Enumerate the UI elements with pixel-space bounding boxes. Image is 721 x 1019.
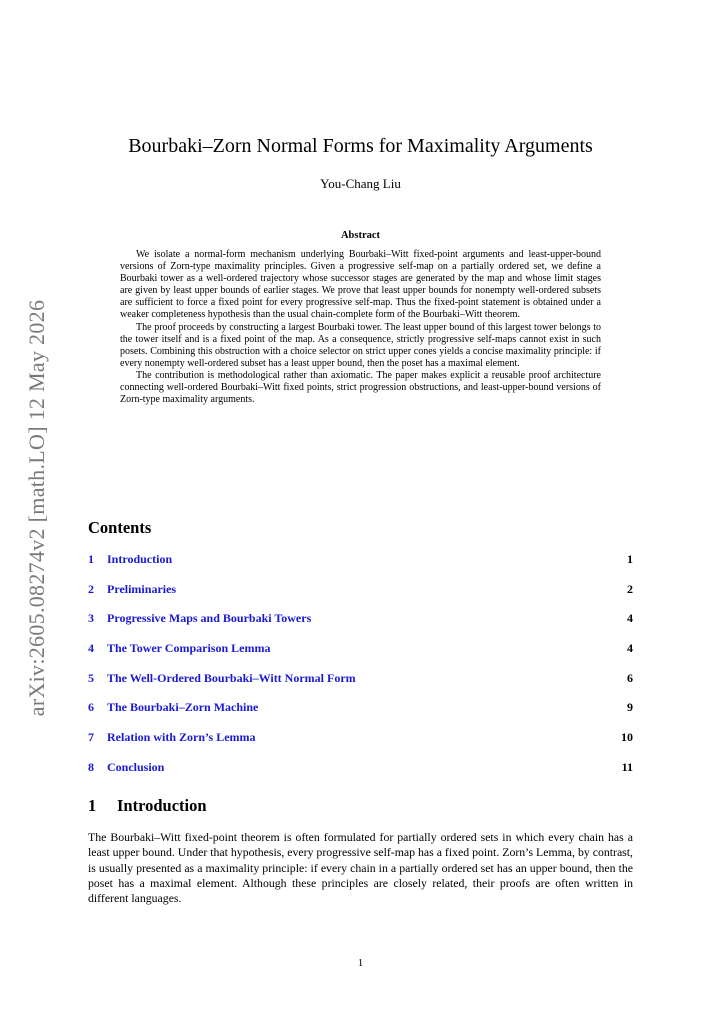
toc-entry-tower-comparison[interactable]	[88, 641, 633, 671]
abstract-paragraph: The proof proceeds by constructing a largest Bourbaki tower. The least upper bound of this largest tower belongs to the tower itself and is a fixed point of the map. As a consequence, strictly progressive self-maps cannot exist in such posets. Combining this obstruction with a choice selector on strict upper cones yields a concise maximality principle: if every nonempty well-ordered subset has a least upper bound, then the poset has a maximal element.	[120, 321, 601, 369]
paper-author: You-Chang Liu	[320, 176, 401, 191]
toc-entry-machine[interactable]	[88, 700, 633, 730]
toc-entry-page: 11	[621, 759, 633, 774]
section-title: Introduction	[117, 796, 207, 815]
page-number: 1	[357, 957, 364, 969]
toc-entry-number: 4	[88, 641, 94, 656]
toc-entry-zorns-lemma[interactable]	[88, 730, 633, 760]
toc-entry-progressive-maps[interactable]	[88, 611, 633, 641]
toc-entry-preliminaries[interactable]	[88, 582, 633, 612]
toc-entry-number: 3	[88, 611, 94, 626]
toc-entry-number: 6	[88, 700, 94, 715]
abstract-paragraph: We isolate a normal-form mechanism underlying Bourbaki–Witt fixed-point arguments and least-upper-bound versions of Zorn-type maximality principles. Given a progressive self-map on a partially ordered set, we define a Bourbaki tower as a well-ordered trajectory whose successor stages are generated by the map and whose limit stages are given by least upper bounds of earlier stages. We prove that least upper bounds for nonempty well-ordered subsets are sufficient to force a fixed point for every progressive self-map. Thus the fixed-point statement is obtained under a weaker completeness hypothesis than the usual chain-complete form of the Bourbaki–Witt theorem.	[120, 249, 601, 321]
toc-entry-page: 10	[621, 730, 633, 745]
toc-entry-introduction[interactable]	[88, 552, 633, 582]
toc-entry-number: 8	[88, 759, 94, 774]
toc-entry-link[interactable]: Preliminaries	[107, 581, 177, 596]
toc-entry-page: 9	[627, 700, 633, 715]
toc-entry-link[interactable]: The Well-Ordered Bourbaki–Witt Normal Form	[107, 670, 356, 685]
contents-heading: Contents	[88, 518, 152, 537]
toc-entry-link[interactable]: The Bourbaki–Zorn Machine	[107, 700, 259, 715]
toc-entry-number: 2	[88, 581, 94, 596]
toc-entry-number: 5	[88, 670, 94, 685]
abstract	[120, 249, 601, 406]
toc-entry-page: 2	[627, 581, 633, 596]
toc-entry-link[interactable]: Progressive Maps and Bourbaki Towers	[107, 611, 312, 626]
toc-entry-page: 4	[627, 641, 633, 656]
section-body-paragraph: The Bourbaki–Witt fixed-point theorem is often formulated for partially ordered sets in which every chain has a least upper bound. Under that hypothesis, every progressive self-map has a fixed point. Zorn’s Lemma, by contrast, is usually presented as a maximality principle: if every chain in a partially ordered set has an upper bound, then the poset has a maximal element. Although these principles are closely related, their proofs are often written in different languages.	[88, 830, 633, 906]
table-of-contents	[88, 552, 633, 790]
abstract-paragraph: The contribution is methodological rather than axiomatic. The paper makes explicit a reusable proof architecture connecting well-ordered Bourbaki–Witt fixed points, strict progression obstructions, and least-upper-bound versions of Zorn-type maximality arguments.	[120, 369, 601, 406]
toc-entry-link[interactable]: Relation with Zorn’s Lemma	[107, 730, 256, 745]
arxiv-identifier-text: arXiv:2605.08274v2 [math.LO] 12 May 2026	[24, 299, 49, 717]
toc-entry-number: 7	[88, 730, 94, 745]
toc-entry-page: 1	[627, 552, 633, 566]
paper-title: Bourbaki–Zorn Normal Forms for Maximality Arguments	[128, 135, 593, 157]
toc-entry-page: 6	[627, 670, 633, 685]
toc-entry-conclusion[interactable]	[88, 760, 633, 790]
toc-entry-link[interactable]: Conclusion	[107, 759, 165, 774]
toc-entry-number: 1	[88, 552, 94, 566]
section-number: 1	[88, 796, 97, 815]
section-heading	[88, 796, 207, 816]
toc-entry-page: 4	[627, 611, 633, 626]
toc-entry-link[interactable]: Introduction	[107, 552, 173, 566]
toc-entry-link[interactable]: The Tower Comparison Lemma	[107, 641, 271, 656]
toc-entry-normal-form[interactable]	[88, 671, 633, 701]
abstract-heading: Abstract	[340, 230, 381, 241]
